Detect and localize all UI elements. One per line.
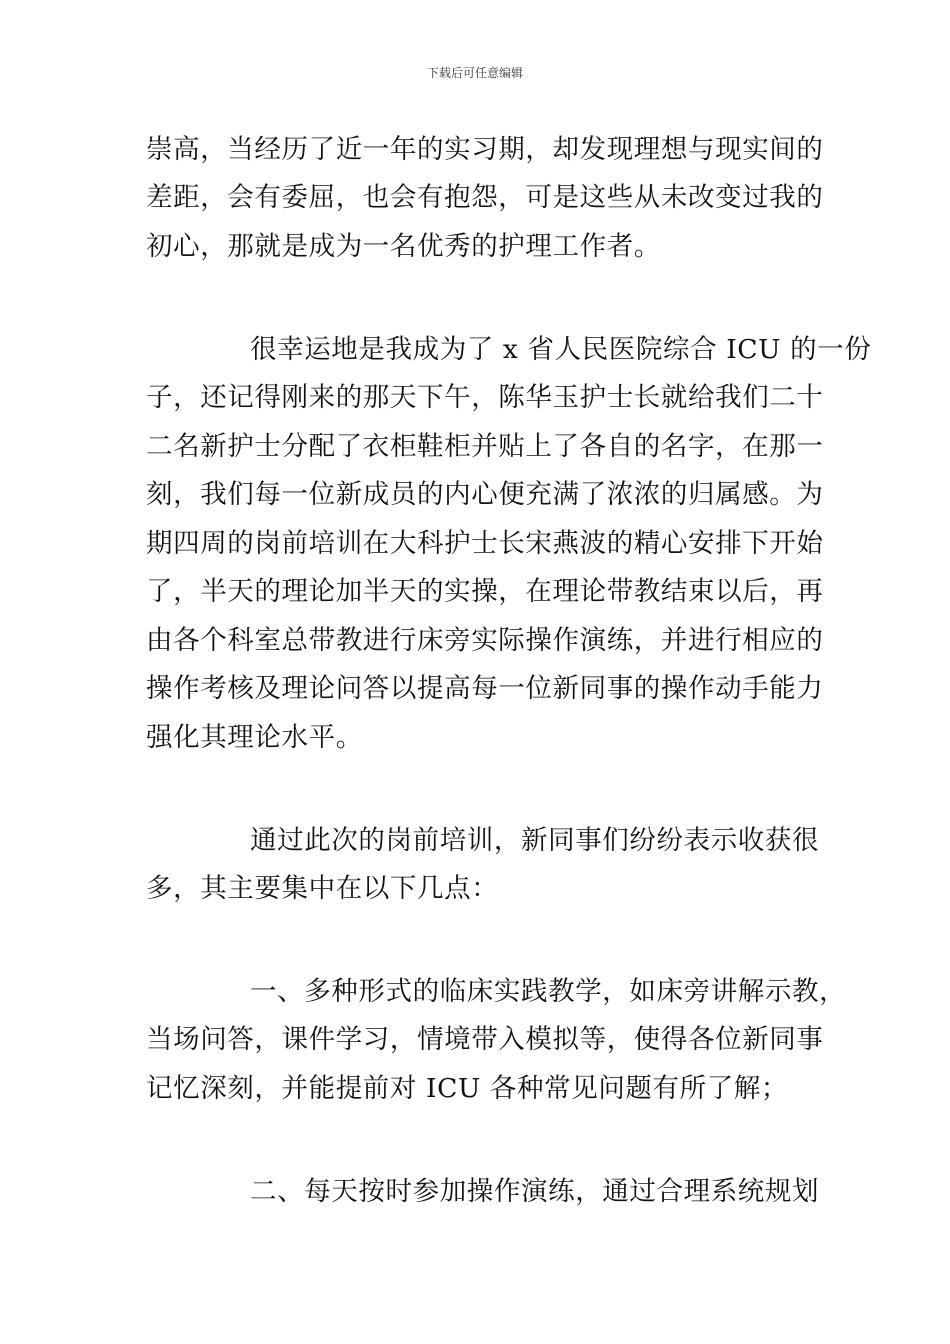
text-line: 很幸运地是我成为了 x 省人民医院综合 ICU 的一份 <box>250 334 872 365</box>
text-line: 记忆深刻，并能提前对 ICU 各种常见问题有所了解； <box>146 1073 789 1104</box>
text-line: 差距，会有委屈，也会有抱怨，可是这些从未改变过我的 <box>146 182 824 213</box>
text-line: 初心，那就是成为一名优秀的护理工作者。 <box>146 231 661 262</box>
text-line: 刻，我们每一位新成员的内心便充满了浓浓的归属感。为 <box>146 479 824 510</box>
text-line: 由各个科室总带教进行床旁实际操作演练，并进行相应的 <box>146 625 824 656</box>
text-line: 二名新护士分配了衣柜鞋柜并贴上了各自的名字，在那一 <box>146 431 824 462</box>
text-line: 一、多种形式的临床实践教学，如床旁讲解示教， <box>250 976 847 1007</box>
text-line: 操作考核及理论问答以提高每一位新同事的操作动手能力 <box>146 673 824 704</box>
page-header: 下载后可任意编辑 <box>426 66 523 80</box>
text-line: 了，半天的理论加半天的实操，在理论带教结束以后，再 <box>146 576 824 607</box>
text-line: 通过此次的岗前培训，新同事们纷纷表示收获很 <box>250 825 820 856</box>
text-line: 子，还记得刚来的那天下午，陈华玉护士长就给我们二十 <box>146 382 824 413</box>
text-line: 期四周的岗前培训在大科护士长宋燕波的精心安排下开始 <box>146 528 824 559</box>
text-line: 多，其主要集中在以下几点： <box>146 873 499 904</box>
text-line: 二、每天按时参加操作演练，通过合理系统规划 <box>250 1176 820 1207</box>
text-line: 崇高，当经历了近一年的实习期，却发现理想与现实间的 <box>146 134 824 165</box>
text-line: 当场问答，课件学习，情境带入模拟等，使得各位新同事 <box>146 1024 824 1055</box>
text-line: 强化其理论水平。 <box>146 722 363 753</box>
